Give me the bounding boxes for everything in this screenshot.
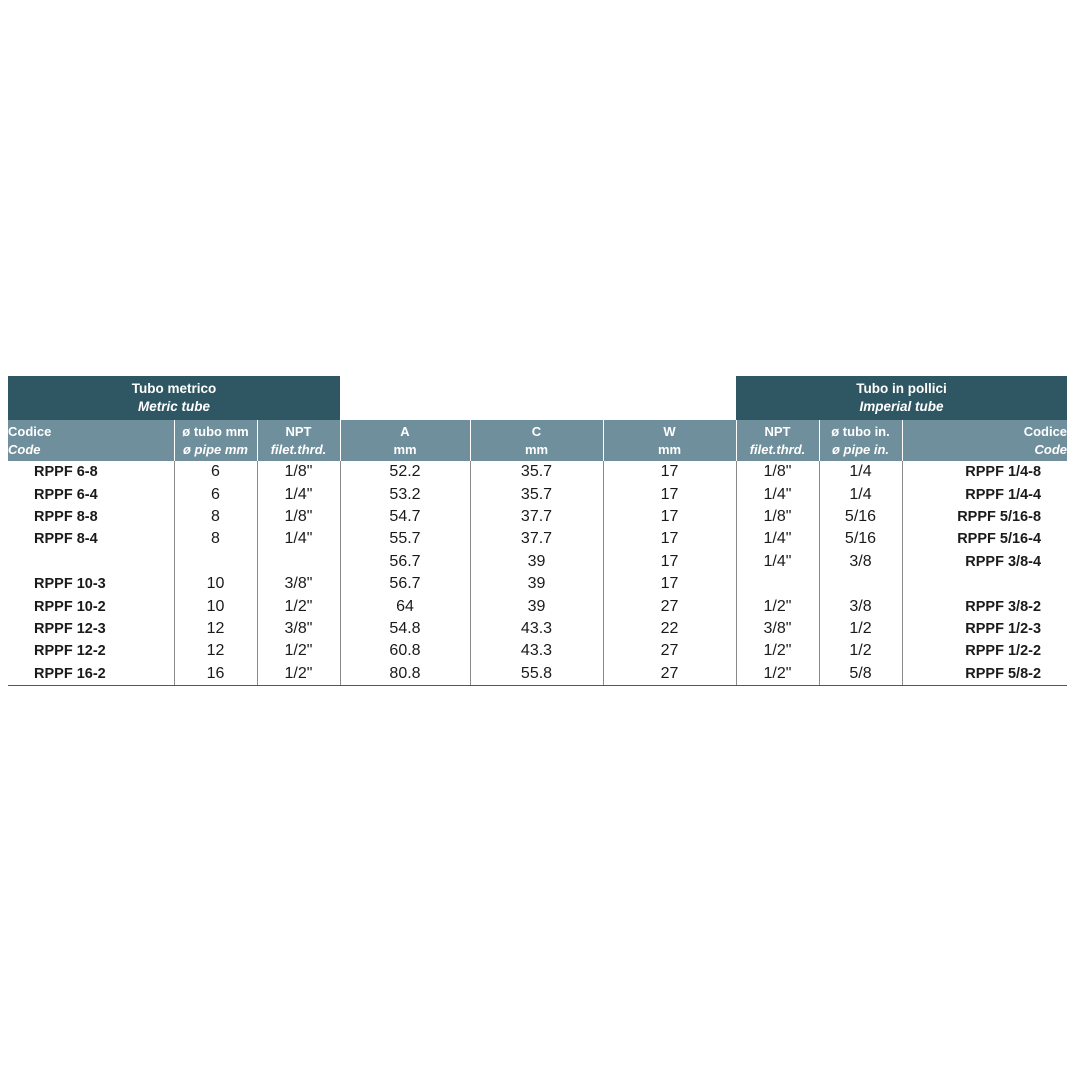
cell-metric-code: RPPF 12-3: [34, 620, 106, 637]
cell-metric-npt: 1/8": [257, 461, 340, 483]
cell-imperial-npt: 3/8": [736, 618, 819, 640]
cell-c-mm: 35.7: [470, 461, 603, 483]
cell-metric-npt: 3/8": [257, 573, 340, 595]
cell-w-mm: 17: [603, 573, 736, 595]
cell-imperial-npt: 1/2": [736, 640, 819, 662]
cell-w-mm: 27: [603, 640, 736, 662]
table-row: [8, 506, 1067, 528]
cell-imperial-pipe-in: 5/16: [819, 528, 902, 550]
imperial-group-subtitle: Imperial tube: [859, 399, 944, 414]
cell-a-mm: 60.8: [340, 640, 470, 662]
cell-a-mm: 52.2: [340, 461, 470, 483]
cell-a-mm: 64: [340, 595, 470, 617]
table-row: [8, 595, 1067, 617]
cell-imperial-npt: 1/2": [736, 595, 819, 617]
cell-imperial-code: RPPF 3/8-4: [902, 551, 1067, 573]
cell-c-mm: 39: [470, 595, 603, 617]
cell-a-mm: 53.2: [340, 483, 470, 505]
cell-c-mm: 43.3: [470, 640, 603, 662]
cell-imperial-pipe-in: 1/4: [819, 483, 902, 505]
cell-imperial-code: RPPF 1/4-8: [902, 461, 1067, 483]
cell-metric-npt: 3/8": [257, 618, 340, 640]
cell-c-mm: 43.3: [470, 618, 603, 640]
cell-metric-pipe-mm: 10: [174, 573, 257, 595]
cell-w-mm: 17: [603, 506, 736, 528]
cell-imperial-code: RPPF 3/8-2: [902, 595, 1067, 617]
table-row: [8, 461, 1067, 483]
cell-imperial-code: RPPF 5/16-8: [902, 506, 1067, 528]
cell-w-mm: 17: [603, 461, 736, 483]
table-body: [8, 461, 1067, 685]
cell-w-mm: 17: [603, 528, 736, 550]
col-header-metric-code: Codice Code: [8, 420, 174, 461]
spec-table: [8, 376, 1067, 686]
cell-imperial-code: RPPF 1/4-4: [902, 483, 1067, 505]
cell-imperial-npt: 1/2": [736, 663, 819, 686]
cell-imperial-code: RPPF 5/16-4: [902, 528, 1067, 550]
cell-metric-code: [8, 551, 174, 573]
cell-metric-pipe-mm: 16: [174, 663, 257, 686]
col-header-w: W mm: [603, 420, 736, 461]
cell-a-mm: 56.7: [340, 573, 470, 595]
cell-w-mm: 17: [603, 551, 736, 573]
cell-c-mm: 37.7: [470, 528, 603, 550]
col-header-imperial-npt: NPT filet.thrd.: [736, 420, 819, 461]
table-row: [8, 618, 1067, 640]
cell-imperial-code: RPPF 1/2-3: [902, 618, 1067, 640]
cell-a-mm: 80.8: [340, 663, 470, 686]
cell-metric-npt: 1/4": [257, 483, 340, 505]
cell-imperial-npt: 1/8": [736, 461, 819, 483]
cell-imperial-pipe-in: 1/2: [819, 618, 902, 640]
table-row: [8, 640, 1067, 662]
cell-metric-code: RPPF 10-3: [34, 576, 106, 593]
cell-c-mm: 35.7: [470, 483, 603, 505]
cell-w-mm: 27: [603, 663, 736, 686]
cell-metric-pipe-mm: 6: [174, 461, 257, 483]
cell-imperial-npt: 1/4": [736, 483, 819, 505]
table-row: [8, 573, 1067, 595]
cell-metric-pipe-mm: [174, 551, 257, 573]
cell-metric-pipe-mm: 12: [174, 640, 257, 662]
cell-a-mm: 54.7: [340, 506, 470, 528]
cell-imperial-npt: 1/8": [736, 506, 819, 528]
cell-a-mm: 54.8: [340, 618, 470, 640]
cell-c-mm: 37.7: [470, 506, 603, 528]
cell-metric-pipe-mm: 12: [174, 618, 257, 640]
cell-c-mm: 55.8: [470, 663, 603, 686]
table-row: [8, 528, 1067, 550]
cell-metric-code: RPPF 6-8: [34, 464, 98, 481]
cell-metric-pipe-mm: 8: [174, 528, 257, 550]
cell-imperial-pipe-in: 1/4: [819, 461, 902, 483]
cell-w-mm: 27: [603, 595, 736, 617]
cell-imperial-npt: 1/4": [736, 528, 819, 550]
cell-metric-npt: 1/2": [257, 663, 340, 686]
table-row: [8, 483, 1067, 505]
metric-group-subtitle: Metric tube: [137, 399, 210, 414]
cell-metric-npt: 1/2": [257, 595, 340, 617]
col-header-metric-pipe: ø tubo mm ø pipe mm: [174, 420, 257, 461]
cell-metric-npt: 1/4": [257, 528, 340, 550]
cell-c-mm: 39: [470, 573, 603, 595]
metric-tube-group-header: [8, 376, 340, 420]
cell-imperial-code: RPPF 5/8-2: [902, 663, 1067, 686]
cell-imperial-npt: 1/4": [736, 551, 819, 573]
cell-w-mm: 17: [603, 483, 736, 505]
cell-metric-code: RPPF 6-4: [34, 486, 98, 503]
cell-c-mm: 39: [470, 551, 603, 573]
col-header-metric-npt: NPT filet.thrd.: [257, 420, 340, 461]
col-header-a: A mm: [340, 420, 470, 461]
cell-imperial-pipe-in: 5/16: [819, 506, 902, 528]
col-header-imperial-code: Codice Code: [902, 420, 1067, 461]
cell-metric-npt: [257, 551, 340, 573]
cell-a-mm: 55.7: [340, 528, 470, 550]
cell-imperial-npt: [736, 573, 819, 595]
cell-metric-code: RPPF 10-2: [34, 598, 106, 615]
cell-imperial-pipe-in: 3/8: [819, 551, 902, 573]
col-header-c: C mm: [470, 420, 603, 461]
cell-a-mm: 56.7: [340, 551, 470, 573]
cell-metric-code: RPPF 16-2: [8, 663, 174, 686]
group-spacer: [340, 376, 736, 420]
cell-imperial-pipe-in: [819, 573, 902, 595]
cell-metric-code: RPPF 8-4: [34, 531, 98, 548]
cell-imperial-code: RPPF 1/2-2: [902, 640, 1067, 662]
cell-metric-pipe-mm: 8: [174, 506, 257, 528]
cell-w-mm: 22: [603, 618, 736, 640]
cell-imperial-pipe-in: 3/8: [819, 595, 902, 617]
cell-metric-pipe-mm: 10: [174, 595, 257, 617]
cell-metric-npt: 1/8": [257, 506, 340, 528]
table-row: [8, 663, 1067, 686]
imperial-group-title: Tubo in pollici: [856, 381, 947, 396]
cell-imperial-pipe-in: 1/2: [819, 640, 902, 662]
cell-metric-code: RPPF 8-8: [34, 508, 98, 525]
cell-metric-code: RPPF 12-2: [34, 643, 106, 660]
imperial-tube-group-header: [736, 376, 1067, 420]
table-row: [8, 551, 1067, 573]
cell-imperial-pipe-in: 5/8: [819, 663, 902, 686]
cell-imperial-code: [902, 573, 1067, 595]
cell-metric-pipe-mm: 6: [174, 483, 257, 505]
cell-metric-npt: 1/2": [257, 640, 340, 662]
col-header-imperial-pipe: ø tubo in. ø pipe in.: [819, 420, 902, 461]
metric-group-title: Tubo metrico: [131, 381, 217, 396]
